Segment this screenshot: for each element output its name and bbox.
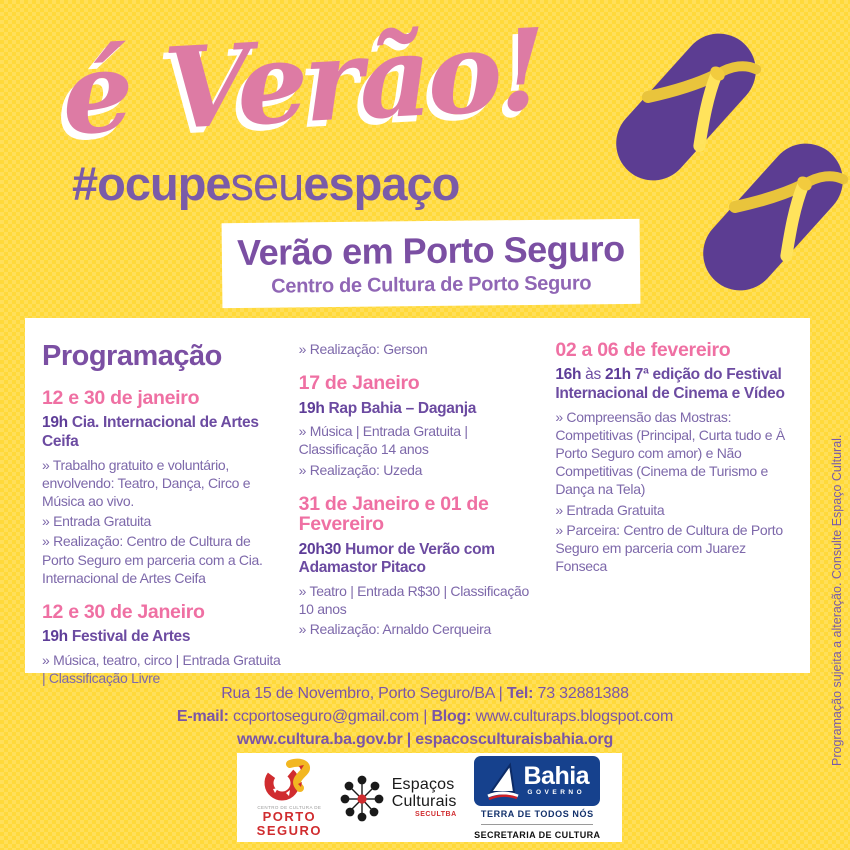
event-date: 02 a 06 de fevereiro bbox=[555, 339, 731, 361]
blog-label: Blog: bbox=[431, 708, 472, 726]
event-detail: » Realização: Uzeda bbox=[298, 461, 423, 478]
blog-url: www.culturaps.blogspot.com bbox=[471, 708, 674, 726]
event-time: 16h bbox=[555, 366, 582, 384]
bahia-secretaria-label: SECRETARIA DE CULTURA bbox=[474, 829, 601, 840]
contact-line-address bbox=[0, 682, 850, 705]
event-detail: » Realização: Arnaldo Cerqueira bbox=[298, 621, 491, 638]
porto-seguro-logo-icon bbox=[262, 758, 316, 804]
espacos-culturais-logo bbox=[338, 774, 457, 822]
contact-info bbox=[0, 682, 850, 752]
logo-bar bbox=[237, 753, 622, 842]
event-title bbox=[299, 400, 540, 419]
event-time: 21h bbox=[604, 366, 631, 384]
bahia-divider bbox=[481, 824, 593, 825]
bahia-blue-box bbox=[474, 756, 600, 806]
bahia-governo-logo bbox=[472, 756, 602, 840]
event-time: 19h bbox=[42, 628, 68, 646]
contact-line-email-blog bbox=[0, 705, 850, 728]
event-name: 7ª edição do Festival Internacional de Cinema e Vídeo bbox=[555, 366, 785, 403]
event-date: 31 de Janeiro e 01 de Fevereiro bbox=[298, 492, 489, 536]
address-text: Rua 15 de Novembro, Porto Seguro/BA | bbox=[221, 685, 507, 702]
espacos-sub-label: SECULTBA bbox=[415, 810, 457, 818]
bahia-governo-label: GOVERNO bbox=[527, 789, 586, 797]
program-panel bbox=[25, 318, 810, 687]
event-detail: » Entrada Gratuita bbox=[555, 501, 665, 518]
event-detail: » Trabalho gratuito e voluntário, envolvendo: Teatro, Dança, Circo e Música ao vivo. bbox=[42, 456, 251, 510]
event-time: 20h30 bbox=[298, 540, 342, 558]
email-address: ccportoseguro@gmail.com | bbox=[228, 708, 432, 726]
porto-seguro-small-label: CENTRO DE CULTURA DE bbox=[257, 804, 322, 810]
venue-subtitle: Centro de Cultura de Porto Seguro bbox=[271, 272, 592, 298]
hashtag-part-seu: seu bbox=[230, 157, 304, 210]
event-detail: » Realização: Gerson bbox=[298, 341, 428, 357]
contact-line-websites: www.cultura.ba.gov.br | espacosculturaisbahia.org bbox=[236, 731, 614, 749]
event-detail: » Parceira: Centro de Cultura de Porto Seguro em parceria com Juarez Fonseca bbox=[555, 521, 783, 575]
flip-flop-back bbox=[601, 18, 771, 195]
event-name: Festival de Artes bbox=[67, 628, 191, 646]
event-title bbox=[42, 414, 283, 451]
event-date: 12 e 30 de Janeiro bbox=[42, 600, 205, 623]
event-time-separator: às bbox=[581, 366, 605, 384]
tel-label: Tel: bbox=[506, 685, 534, 702]
email-label: E-mail: bbox=[176, 708, 229, 726]
event-time: 19h bbox=[298, 399, 325, 417]
hashtag bbox=[72, 156, 459, 211]
event-detail: » Música | Entrada Gratuita | Classificação 14 anos bbox=[298, 423, 468, 458]
tel-number: 73 32881388 bbox=[533, 685, 629, 702]
event-date: 12 e 30 de janeiro bbox=[42, 387, 200, 409]
event-name: Cia. Internacional de Artes Ceifa bbox=[42, 414, 259, 451]
flip-flop-front bbox=[688, 128, 850, 305]
venue-title: Verão em Porto Seguro bbox=[236, 227, 625, 274]
porto-seguro-logo bbox=[257, 758, 322, 837]
program-column-1 bbox=[42, 340, 283, 687]
event-detail: » Teatro | Entrada R$30 | Classificação 10 anos bbox=[298, 582, 530, 618]
espacos-name-line1: Espaços bbox=[391, 776, 455, 794]
hashtag-part-espaco: espaço bbox=[303, 157, 460, 210]
event-date: 17 de Janeiro bbox=[298, 372, 420, 395]
event-title bbox=[299, 541, 540, 578]
venue-card bbox=[222, 219, 641, 308]
event-detail: » Música, teatro, circo | Entrada Gratuita | Classificação Livre bbox=[42, 652, 281, 687]
porto-seguro-name-line1: PORTO bbox=[262, 808, 317, 824]
espacos-name-line2: Culturais bbox=[391, 792, 457, 810]
event-name: Humor de Verão com Adamastor Pitaco bbox=[298, 540, 495, 577]
event-detail: » Compreensão das Mostras: Competitivas (Principal, Curta tudo e À Porto Seguro com amor) e Não Competitivas (Cinema de Turismo e Dança na Tela) bbox=[555, 408, 785, 498]
side-note: Programação sujeita a alteração. Consulte Espaço Cultural. bbox=[830, 434, 844, 766]
poster-title: é Verão! bbox=[58, 4, 547, 161]
bahia-sail-icon bbox=[486, 762, 520, 800]
event-title bbox=[555, 366, 796, 403]
porto-seguro-name-line2: SEGURO bbox=[256, 822, 323, 838]
program-column-3 bbox=[555, 340, 796, 673]
bahia-tagline: TERRA DE TODOS NÓS bbox=[480, 808, 594, 819]
event-time: 19h bbox=[42, 414, 68, 432]
bahia-name: Bahia bbox=[523, 761, 590, 790]
event-title bbox=[42, 628, 283, 647]
event-name: Rap Bahia – Daganja bbox=[324, 399, 477, 417]
program-column-2 bbox=[299, 340, 540, 673]
event-detail: » Realização: Centro de Cultura de Porto Seguro em parceria com a Cia. Internacional de Artes Ceifa bbox=[42, 533, 263, 586]
espacos-culturais-logo-icon bbox=[338, 774, 386, 822]
hashtag-part-ocupe: #ocupe bbox=[72, 157, 231, 210]
program-heading: Programação bbox=[42, 340, 222, 372]
event-detail: » Entrada Gratuita bbox=[42, 513, 151, 530]
